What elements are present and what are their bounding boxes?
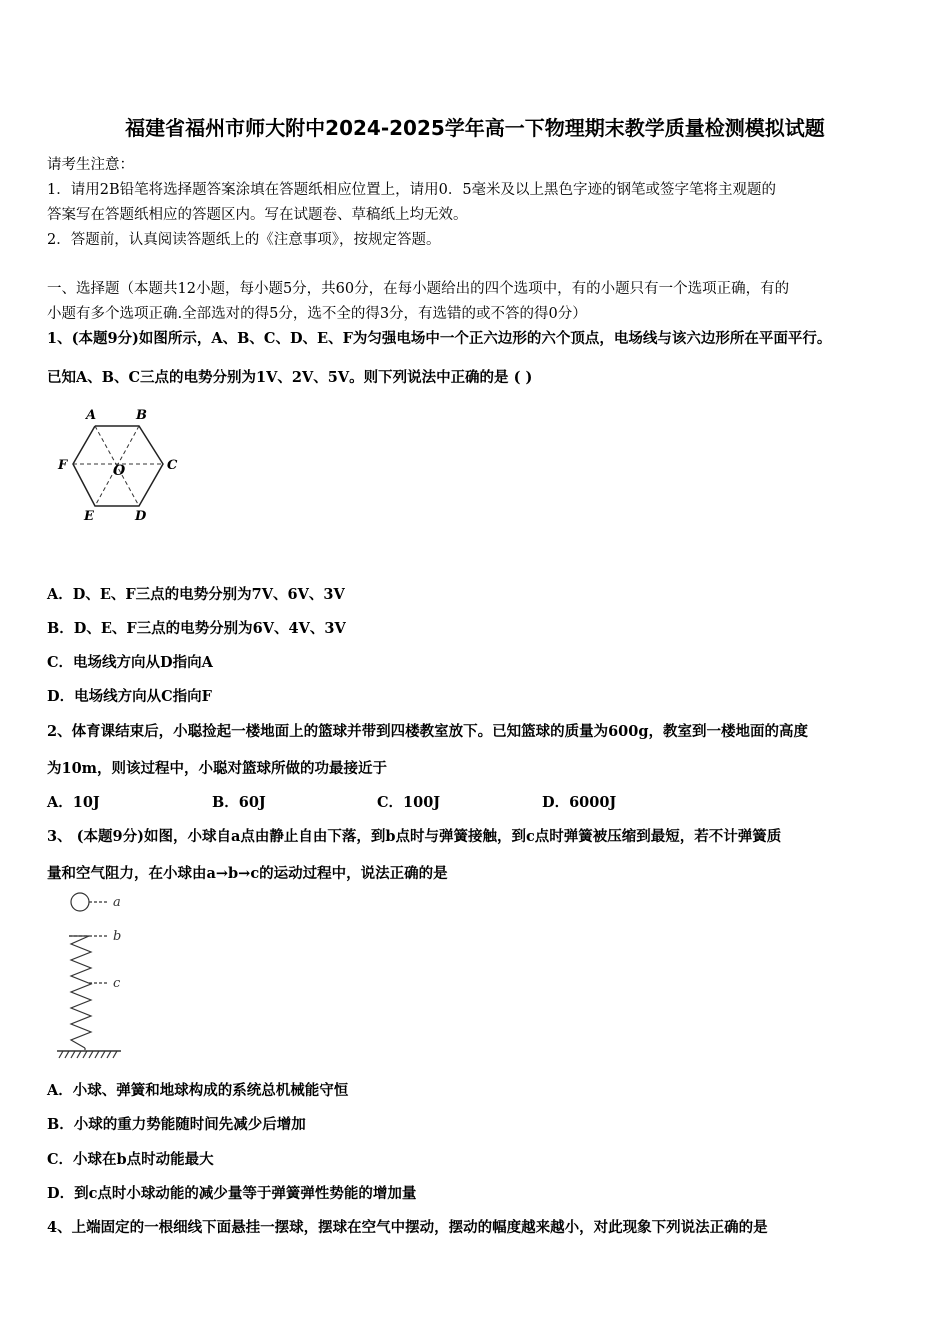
q1-option-d: D．电场线方向从C指向F	[47, 688, 212, 705]
section-intro-line-1: 一、选择题（本题共12小题，每小题5分，共60分，在每小题给出的四个选项中，有的小题只有一个选项正确，有的	[47, 281, 790, 297]
vertex-label-a: A	[86, 408, 97, 423]
vertex-label-d: D	[135, 509, 147, 524]
center-label-o: O	[113, 463, 126, 479]
vertex-label-c: C	[167, 458, 178, 473]
vertex-label-e: E	[84, 509, 94, 524]
vertex-label-f: F	[58, 458, 68, 473]
q3-stem-line-1: 3、 (本题9分)如图，小球自a点由静止自由下落，到b点时与弹簧接触，到c点时弹簧被压缩到最短，若不计弹簧质	[47, 828, 782, 845]
notice-line-3: 2．答题前，认真阅读答题纸上的《注意事项》，按规定答题。	[47, 232, 441, 248]
q2-option-c: C．100J	[377, 794, 441, 811]
notice-line-1: 1．请用2B铅笔将选择题答案涂填在答题纸相应位置上，请用0．5毫米及以上黑色字迹的钢笔或签字笔将主观题的	[47, 182, 777, 198]
q1-stem-line-2: 已知A、B、C三点的电势分别为1V、2V、5V。则下列说法中正确的是 ( )	[47, 369, 533, 386]
q3-spring-figure	[55, 888, 145, 1063]
q4-stem-line-1: 4、上端固定的一根细线下面悬挂一摆球，摆球在空气中摆动，摆动的幅度越来越小，对此现象下列说法正确的是	[47, 1219, 768, 1236]
vertex-label-b: B	[136, 408, 147, 423]
q3-option-d: D．到c点时小球动能的减少量等于弹簧弹性势能的增加量	[47, 1185, 417, 1202]
q1-option-a: A．D、E、F三点的电势分别为7V、6V、3V	[47, 586, 345, 603]
notice-line-2: 答案写在答题纸相应的答题区内。写在试题卷、草稿纸上均无效。	[47, 207, 468, 223]
q2-stem-line-2: 为10m，则该过程中，小聪对篮球所做的功最接近于	[47, 760, 388, 777]
q2-stem-line-1: 2、体育课结束后，小聪捡起一楼地面上的篮球并带到四楼教室放下。已知篮球的质量为600g，教室到一楼地面的高度	[47, 723, 808, 740]
q1-stem-line-1: 1、(本题9分)如图所示，A、B、C、D、E、F为匀强电场中一个正六边形的六个顶点，电场线与该六边形所在平面平行。	[47, 330, 832, 347]
q1-hexagon-figure	[55, 402, 185, 527]
q3-stem-line-2: 量和空气阻力，在小球由a→b→c的运动过程中，说法正确的是	[47, 865, 448, 882]
section-intro-line-2: 小题有多个选项正确.全部选对的得5分，选不全的得3分，有选错的或不答的得0分）	[47, 306, 587, 322]
q1-option-c: C．电场线方向从D指向A	[47, 654, 213, 671]
notice-heading: 请考生注意：	[47, 157, 134, 173]
q3-option-b: B．小球的重力势能随时间先减少后增加	[47, 1116, 306, 1133]
q2-option-a: A．10J	[47, 794, 100, 811]
q2-option-b: B．60J	[212, 794, 266, 811]
q2-option-d: D．6000J	[542, 794, 617, 811]
q1-option-b: B．D、E、F三点的电势分别为6V、4V、3V	[47, 620, 346, 637]
q3-option-a: A．小球、弹簧和地球构成的系统总机械能守恒	[47, 1082, 349, 1099]
page-title: 福建省福州市师大附中2024-2025学年高一下物理期末教学质量检测模拟试题	[125, 116, 825, 140]
point-label-b: b	[113, 929, 122, 944]
point-label-c: c	[113, 976, 121, 991]
q3-option-c: C．小球在b点时动能最大	[47, 1151, 214, 1168]
point-label-a: a	[113, 895, 121, 910]
